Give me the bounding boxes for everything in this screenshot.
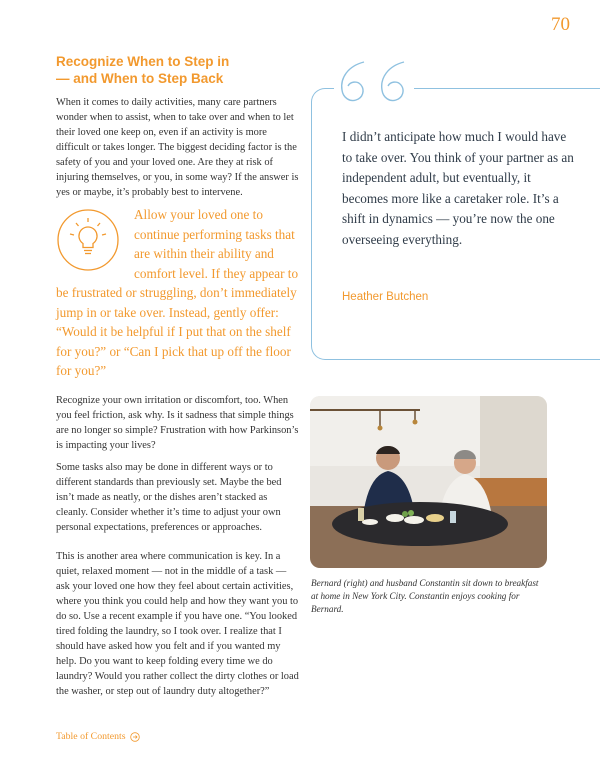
table-of-contents-link[interactable] (56, 731, 140, 742)
photo-caption: Bernard (right) and husband Constantin sit down to breakfast at home in New York City. Constantin enjoys cooking for Bernard. (311, 578, 539, 614)
paragraph-irritation: Recognize your own irritation or discomfort, too. When you feel friction, ask why. Is it sadness that simple things are no longer so simple? Frustration with how Parkinson’s is impacting your lives? (56, 395, 299, 451)
callout-tip (56, 205, 306, 381)
page-number: 70 (551, 14, 570, 35)
toc-label[interactable]: Table of Contents (56, 731, 126, 742)
heading-line-1: Recognize When to Step in (56, 54, 230, 69)
quote-marks-icon (334, 50, 414, 110)
intro-paragraph: When it comes to daily activities, many care partners wonder when to assist, when to take over and when to let their loved one keep on, even if an activity is more difficult or takes longer. The biggest deciding factor is the safety of you and your loved one. Are they at risk of injuring themselves, or you, in some way? If the answer is yes or maybe, it’s probably best to intervene. (56, 97, 299, 198)
section-heading (56, 53, 276, 87)
breakfast-photo (310, 396, 547, 568)
heading-line-2: — and When to Step Back (56, 71, 224, 86)
paragraph-standards: Some tasks also may be done in different ways or to different standards than previously set. Maybe the bed isn’t made as neatly, or the dishes aren’t stacked as cleanly. Consider whether it’s time to adjust your own personal expectations, preferences or approaches. (56, 462, 282, 533)
quote-author: Heather Butchen (342, 291, 429, 303)
paragraph-communication: This is another area where communication is key. In a quiet, relaxed moment — not in the middle of a task — ask your loved one how they feel about certain activities, where you think you could help and how they want you to do so. Use a recent example if you have one. “You looked tired folding the laundry, so I took over. I realize that I should have asked how you felt and if you wanted my help. Do you want to keep folding every time we do laundry? Would you rather collect the dirty clothes or load the washer, or step out of laundry duty altogether?” (56, 551, 299, 697)
quote-text: I didn’t anticipate how much I would have to take over. You think of your partner as an independent adult, but eventually, it becomes more like a caretaker role. It’s a shift in dynamics — you’re now the one overseeing everything. (342, 129, 574, 247)
callout-text: Allow your loved one to continue performing tasks that are within their ability and comfort level. If they appear to be frustrated or struggling, don’t immediately jump in or take over. Instead, gently offer: “Would it be helpful if I put that on the shelf for you?” or “Can I pick that up off the floor for you?” (56, 207, 299, 378)
arrow-right-circle-icon[interactable] (130, 732, 140, 742)
